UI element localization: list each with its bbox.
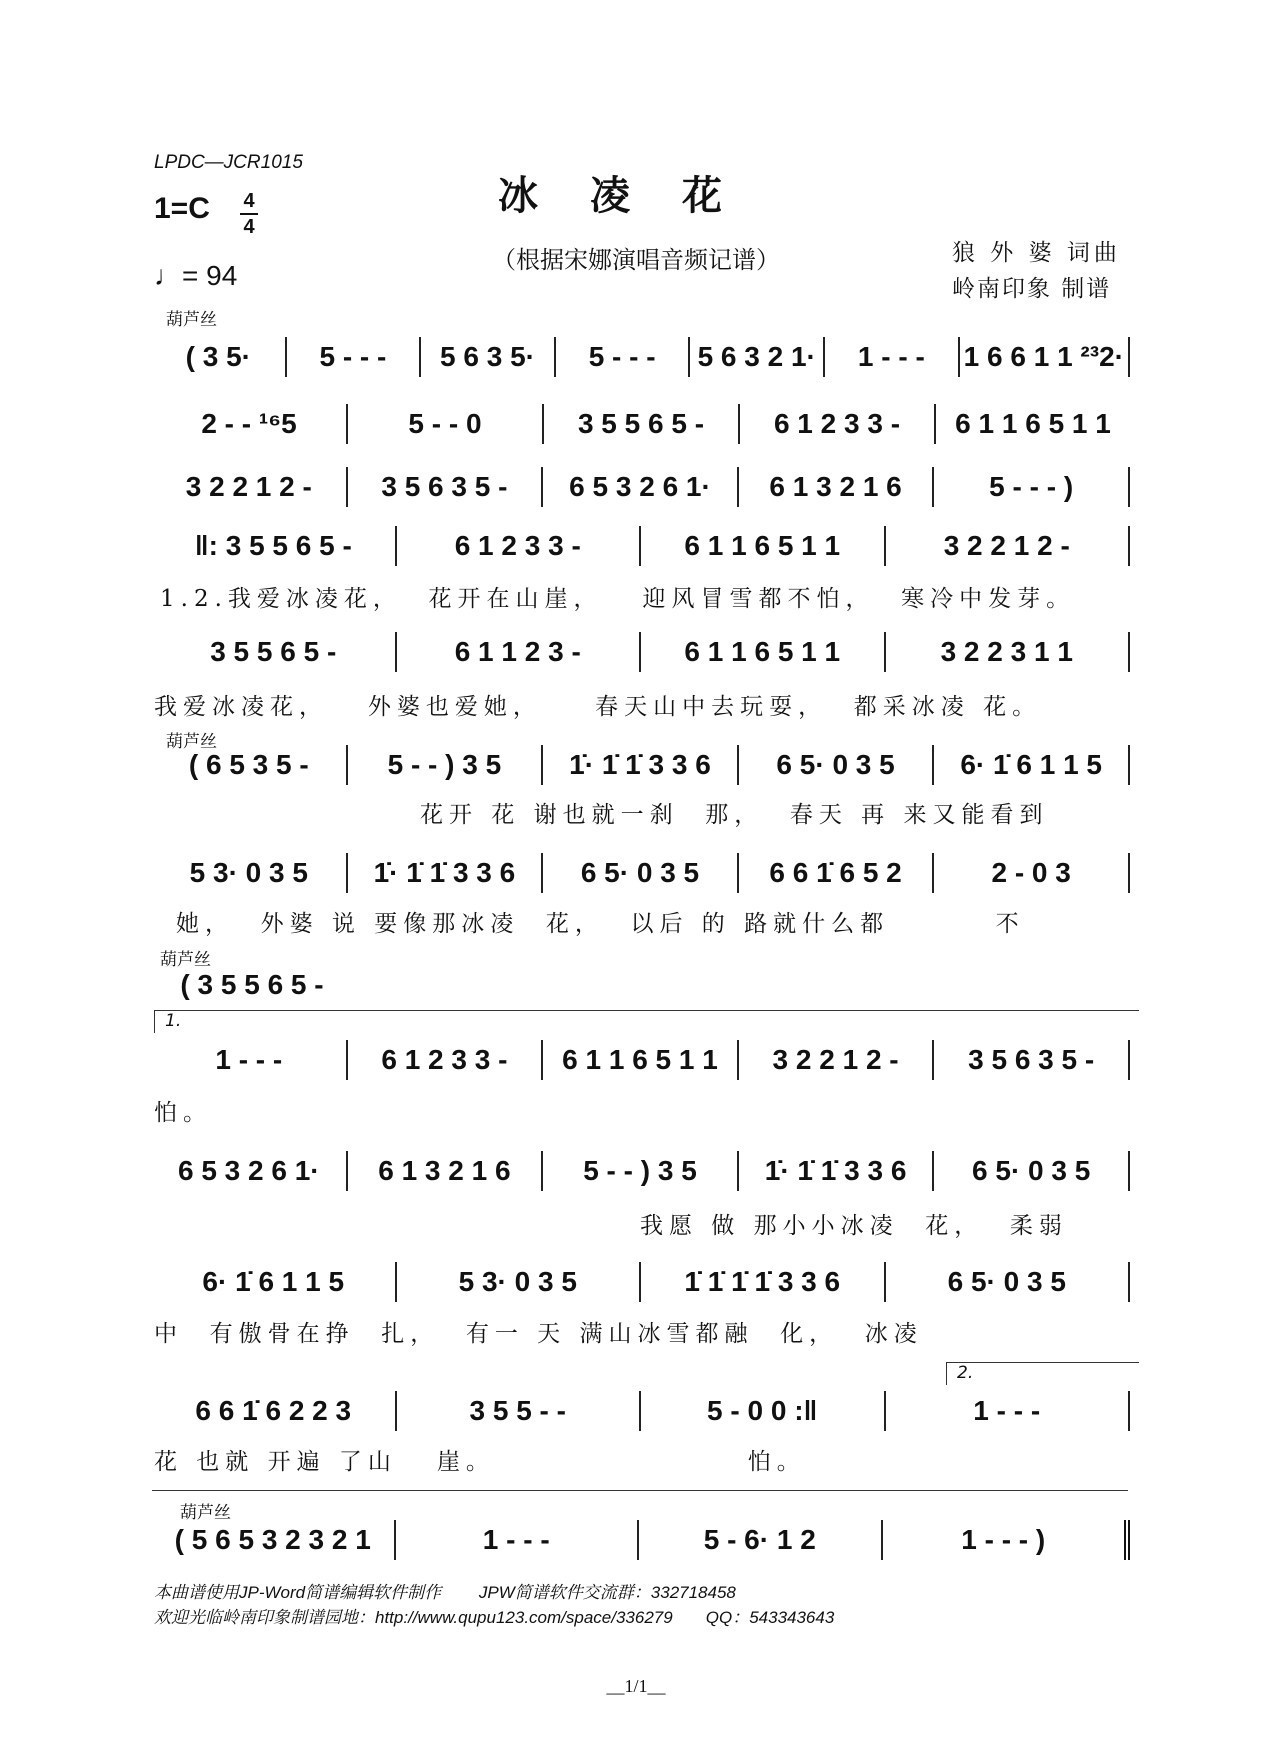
lyrics-line: 中 有傲骨在挣 扎， 有一 天 满山冰雪都融 化， 冰凌 <box>154 1321 923 1347</box>
section-divider <box>152 1490 1128 1491</box>
measure: 5 - - ) 3 5 <box>348 745 544 785</box>
measure: 3 5 6 3 5 - <box>348 467 544 507</box>
score-row <box>152 337 1130 377</box>
measure: 6 5 3 2 6 1· <box>152 1151 348 1191</box>
measure: 5 - - - <box>556 337 691 377</box>
measure: 6 1 1 6 5 1 1 <box>641 632 886 672</box>
measure: 3 2 2 3 1 1 <box>886 632 1131 672</box>
measure: 1 - - - <box>886 1391 1131 1431</box>
measure: 1 - - - <box>825 337 960 377</box>
measure: 5 3· 0 3 5 <box>152 853 348 893</box>
measure: 6 1 3 2 1 6 <box>739 467 935 507</box>
measure: ( 3 5· <box>152 337 287 377</box>
lyrics-line: 1.2.我爱冰凌花， 花开在山崖， 迎风冒雪都不怕， 寒冷中发芽。 <box>160 586 1076 612</box>
measure: 6 1 3 2 1 6 <box>348 1151 544 1191</box>
measure: 6 1 1 6 5 1 1 <box>641 526 886 566</box>
measure: 3 5 5 - - <box>397 1391 642 1431</box>
score-row <box>152 404 1130 444</box>
volta-2: 2. <box>946 1362 1139 1385</box>
measure: 6 5 3 2 6 1· <box>543 467 739 507</box>
score-row <box>152 1151 1130 1191</box>
measure: 6 5· 0 3 5 <box>934 1151 1130 1191</box>
score-row <box>152 745 1130 785</box>
measure: 5 3· 0 3 5 <box>397 1262 642 1302</box>
page-title: 冰凌花 <box>498 172 774 219</box>
score-row <box>152 853 1130 893</box>
instrument-label: 葫芦丝 <box>160 950 211 970</box>
lyrics-line: 我愿 做 那小小冰凌 花， 柔弱 <box>640 1213 1068 1239</box>
measure: 6 6 1̇ 6 5 2 <box>739 853 935 893</box>
page-number: __1/1__ <box>606 1676 666 1696</box>
measure: ( 6 5 3 5 - <box>152 745 348 785</box>
measure: 5 - - - ) <box>934 467 1130 507</box>
measure: 2 - - ¹⁶5 <box>152 404 348 444</box>
score-row <box>152 1262 1130 1302</box>
score-row <box>152 632 1130 672</box>
credit-composer: 狼 外 婆 词曲 <box>952 240 1121 266</box>
measure: 6· 1̇ 6 1 1 5 <box>152 1262 397 1302</box>
measure: 3 5 5 6 5 - <box>544 404 740 444</box>
score-row <box>152 1520 1130 1560</box>
score-row <box>152 965 352 1005</box>
score-row <box>152 526 1130 566</box>
tempo-marking: ♩= 94 <box>154 260 238 291</box>
instrument-label: 葫芦丝 <box>166 732 217 752</box>
measure: 5 - - 0 <box>348 404 544 444</box>
measure: 6 1 1 2 3 - <box>397 632 642 672</box>
time-divider <box>240 213 258 215</box>
measure: 6 1 2 3 3 - <box>348 1040 544 1080</box>
measure: 5 - - - <box>287 337 422 377</box>
measure: 6 6 1̇ 6 2 2 3 <box>152 1391 397 1431</box>
measure: 5 - 6· 1 2 <box>639 1520 883 1560</box>
measure: 3 5 6 3 5 - <box>934 1040 1130 1080</box>
measure: 6 1 1 6 5 1 1 <box>543 1040 739 1080</box>
lyrics-line: 花开 花 谢也就一刹 那， 春天 再 来又能看到 <box>420 802 1049 828</box>
measure: 1̇· 1̇ 1̇ 3 3 6 <box>348 853 544 893</box>
credit-notation: 岭南印象 制谱 <box>952 276 1112 302</box>
measure: 3 2 2 1 2 - <box>739 1040 935 1080</box>
measure: 6 5· 0 3 5 <box>886 1262 1131 1302</box>
time-signature <box>240 190 258 238</box>
measure: 6 1 2 3 3 - <box>397 526 642 566</box>
footer-line-2: 欢迎光临岭南印象制谱园地：http://www.qupu123.com/space/336279 QQ：543343643 <box>154 1608 835 1627</box>
score-row <box>152 1391 1130 1431</box>
measure: 3 2 2 1 2 - <box>886 526 1131 566</box>
lyrics-line: 花 也就 开遍 了山 崖。 怕。 <box>154 1449 806 1475</box>
volta-1: 1. <box>154 1010 1139 1033</box>
measure: ( 3 5 5 6 5 - <box>180 969 324 1000</box>
measure: 5 6 3 5· <box>421 337 556 377</box>
measure: 1 - - - <box>396 1520 640 1560</box>
measure: 6 1 2 3 3 - <box>740 404 936 444</box>
measure: 2 - 0 3 <box>934 853 1130 893</box>
subtitle: （根据宋娜演唱音频记谱） <box>492 246 780 274</box>
score-row <box>152 467 1130 507</box>
measure: ( 5 6 5 3 2 3 2 1 <box>152 1520 396 1560</box>
footer-line-1: 本曲谱使用JP-Word简谱编辑软件制作 JPW简谱软件交流群：332718458 <box>154 1583 736 1602</box>
score-code: LPDC—JCR1015 <box>154 152 303 173</box>
measure: 1̇· 1̇ 1̇ 3 3 6 <box>543 745 739 785</box>
measure: 5 - - ) 3 5 <box>543 1151 739 1191</box>
measure: 3 5 5 6 5 - <box>152 632 397 672</box>
lyrics-line: 怕。 <box>154 1100 212 1126</box>
measure: 6 1 1 6 5 1 1 <box>955 408 1111 439</box>
measure: 6 5· 0 3 5 <box>739 745 935 785</box>
measure: 5 - 0 0 :‖ <box>641 1391 886 1431</box>
measure: 6 5· 0 3 5 <box>543 853 739 893</box>
measure: 1 - - - ) <box>883 1520 1131 1560</box>
lyrics-line: 我爱冰凌花， 外婆也爱她， 春天山中去玩耍， 都采冰凌 花。 <box>154 694 1042 720</box>
measure: 1 6 6 1 1 ²³2· <box>960 337 1130 377</box>
score-row <box>152 1040 1130 1080</box>
measure: 6· 1̇ 6 1 1 5 <box>934 745 1130 785</box>
measure: 1 - - - <box>152 1040 348 1080</box>
instrument-label: 葫芦丝 <box>180 1503 231 1523</box>
measure: 5 6 3 2 1· <box>690 337 825 377</box>
time-bottom: 4 <box>243 216 255 238</box>
instrument-label: 葫芦丝 <box>166 310 217 330</box>
measure: ‖: 3 5 5 6 5 - <box>152 526 397 566</box>
measure: 1̇ 1̇ 1̇ 1̇ 3 3 6 <box>641 1262 886 1302</box>
key-signature: 1=C <box>154 192 210 225</box>
measure: 1̇· 1̇ 1̇ 3 3 6 <box>739 1151 935 1191</box>
time-top: 4 <box>243 190 255 212</box>
measure: 3 2 2 1 2 - <box>152 467 348 507</box>
lyrics-line: 她， 外婆 说 要像那冰凌 花， 以后 的 路就什么都 不 <box>176 911 1025 937</box>
